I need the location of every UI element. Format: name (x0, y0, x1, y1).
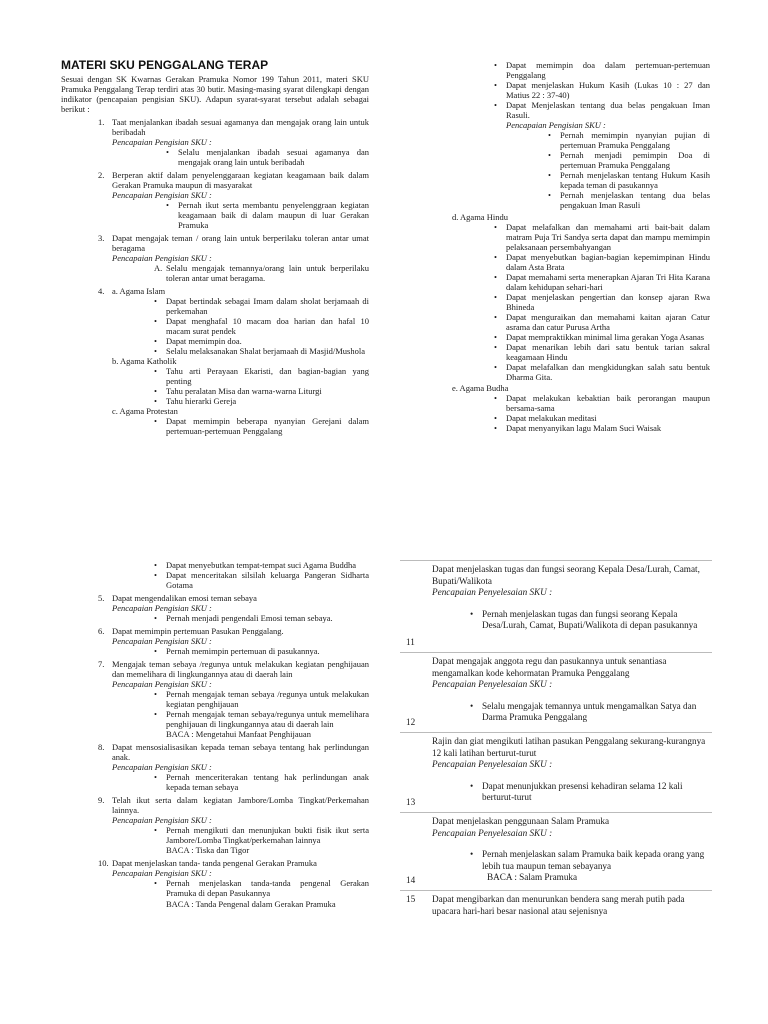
religion-heading: c. Agama Protestan (112, 406, 178, 417)
achievement-label: Pencapaian Pengisian SKU : (112, 137, 212, 148)
item-number: 10. (98, 858, 109, 869)
list-item (98, 626, 369, 636)
table-row (400, 812, 712, 890)
hindu-list (494, 222, 710, 382)
item-text: Berperan aktif dalam penyelenggaraan kegiatan keagamaan baik dalam Gerakan Pramuka maupun di masyarakat (112, 170, 369, 191)
list-item: • Pernah menjelaskan tanda-tanda pengenal Gerakan Pramuka di depan Pasukannya (154, 878, 369, 898)
achievement-label: Pencapaian Pengisian SKU : (112, 603, 212, 614)
protestan-continued-list (494, 60, 710, 120)
list-item: • Dapat menghafal 10 macam doa harian dan hafal 10 macam surat pendek (154, 316, 369, 336)
list-item (98, 593, 369, 603)
list-item: • Dapat memimpin beberapa nyanyian Gerejani dalam pertemuan-pertemuan Penggalang (154, 416, 369, 436)
list-item: • Dapat menjelaskan Hukum Kasih (Lukas 10 : 27 dan Matius 22 : 37-40) (494, 80, 710, 100)
list-item: • Pernah menjelaskan tentang Hukum Kasih kepada teman di pasukannya (548, 170, 710, 190)
achievement-label: Pencapaian Penyelesaian SKU : (432, 827, 553, 838)
list-item: • Pernah memimpin pertemuan di pasukannya. (154, 646, 369, 656)
list-item: • Dapat melakukan kebaktian baik perorangan maupun bersama-sama (494, 393, 710, 413)
list-item: • Dapat menjelaskan pengertian dan konsep ajaran Rwa Bhineda (494, 292, 710, 312)
list-item: • Pernah menceriterakan tentang hak perlindungan anak kepada teman sebaya (154, 772, 369, 792)
list-item: • Pernah menjadi pemimpin Doa di pertemuan Pramuka Penggalang (548, 150, 710, 170)
row-number: 15 (406, 894, 416, 904)
list-item (98, 659, 369, 679)
list-item: • Dapat melafalkan dan memahami arti bait-bait dalam matram Puja Tri Sandya serta dapat dan mampu memimpin pelaksanaan persembahyangan (494, 222, 710, 252)
right-column-1 (452, 60, 710, 433)
table-row (400, 732, 712, 812)
item-text: Taat menjalankan ibadah sesuai agamanya dan mengajak orang lain untuk beribadah (112, 117, 369, 138)
religion-heading: d. Agama Hindu (452, 212, 508, 223)
achievement-label: Pencapaian Pengisian SKU : (112, 636, 212, 647)
item-number: 9. (98, 795, 105, 806)
list-item: • Dapat memahami serta menerapkan Ajaran Tri Hita Karana dalam kehidupan sehari-hari (494, 272, 710, 292)
item-text: Dapat mensosialisasikan kepada teman sebaya tentang hak perlindungan anak. (112, 742, 369, 763)
list-item: • Pernah memimpin nyanyian pujian di pertemuan Pramuka Penggalang (548, 130, 710, 150)
left-column-2 (98, 560, 369, 909)
list-item (98, 858, 369, 868)
list-item: 1. Taat menjalankan ibadah sesuai agamanya dan mengajak orang lain untuk beribadah (98, 117, 369, 138)
list-item: • Dapat melafalkan dan mengkidungkan salah satu bentuk Dharma Gita. (494, 362, 710, 382)
achievement-label: Pencapaian Pengisian SKU : (112, 679, 212, 690)
sku-list-2 (98, 593, 369, 908)
list-item: • Pernah mengajak teman sebaya/regunya untuk memelihara penghijauan di lingkungannya atau di daerah lain (154, 709, 369, 729)
protestan-achievement-list (548, 130, 710, 210)
katolik-list (154, 366, 369, 406)
item-number: 8. (98, 742, 105, 753)
budha-continued-list (154, 560, 369, 590)
item-text: Dapat memimpin pertemuan Pasukan Penggalang. (112, 626, 284, 637)
religion-heading: e. Agama Budha (452, 382, 509, 393)
list-item: • Dapat menunjukkan presensi kehadiran selama 12 kali berturut-turut (470, 781, 712, 804)
achievement-label: Pencapaian Penyelesaian SKU : (432, 587, 553, 597)
islam-list (154, 296, 369, 356)
row-number: 11 (406, 636, 415, 647)
reading-reference: BACA : Tanda Pengenal dalam Gerakan Pramuka (166, 898, 336, 909)
list-item: • Pernah menjelaskan salam Pramuka baik kepada orang yang lebih tua maupun teman sebayanya (470, 849, 712, 872)
achievement-label: Pencapaian Pengisian SKU : (112, 762, 212, 773)
list-item: • Dapat melakukan meditasi (494, 413, 710, 423)
achievement-label: Pencapaian Pengisian SKU : (112, 868, 212, 879)
list-item: • Pernah menjadi pengendali Emosi teman sebaya. (154, 613, 369, 623)
list-item: • Pernah mengikuti dan menunjukan bukti fisik ikut serta Jambore/Lomba Tingkat/perkemahan lainnya (154, 825, 369, 845)
row-number: 13 (406, 796, 416, 807)
list-item: • Pernah ikut serta membantu penyelenggraan kegiatan keagamaan baik di dalam maupun di luar Gerakan Pramuka (166, 200, 369, 230)
list-item: • Dapat mempraktikkan minimal lima gerakan Yoga Asanas (494, 332, 710, 342)
list-item: • Dapat menyebutkan tempat-tempat suci Agama Buddha (154, 560, 369, 570)
item-number: 7. (98, 659, 105, 670)
item-text: Mengajak teman sebaya /regunya untuk melakukan kegiatan penghijauan dan memelihara di lingkungannya atau di daerah lain (112, 659, 369, 680)
list-item: 2. Berperan aktif dalam penyelenggaraan kegiatan keagamaan baik dalam Gerakan Pramuka maupun di masyarakat (98, 170, 369, 191)
list-item: • Dapat memimpin doa dalam pertemuan-pertemuan Penggalang (494, 60, 710, 80)
achievement-label: Pencapaian Pengisian SKU : (112, 190, 212, 201)
religion-heading: b. Agama Katholik (112, 356, 177, 367)
table-row (400, 652, 712, 732)
table-row (400, 890, 712, 930)
list-item: • Pernah menjelaskan tugas dan fungsi seorang Kepala Desa/Lurah, Camat, Bupati/Walikota di depan pasukannya (470, 609, 712, 632)
row-text: Rajin dan giat mengikuti latihan pasukan Penggalang sekurang-kurangnya 12 kali latihan berturut-turut (432, 736, 706, 758)
list-item: • Selalu menjalankan ibadah sesuai agamanya dan mengajak orang lain untuk beribadah (166, 147, 369, 167)
list-item: • Dapat menyebutkan bagian-bagian kepemimpinan Hindu dalam Asta Brata (494, 252, 710, 272)
achievement-label: Pencapaian Pengisian SKU : (112, 815, 212, 826)
table-row (400, 560, 712, 652)
achievement-label: Pencapaian Pengisian SKU : (506, 120, 606, 131)
reading-reference: BACA : Salam Pramuka (487, 872, 578, 882)
item-text: Dapat mengendalikan emosi teman sebaya (112, 593, 257, 604)
achievement-label: Pencapaian Pengisian SKU : (112, 253, 212, 264)
sku-table (400, 560, 712, 930)
row-text: Dapat menjelaskan penggunaan Salam Pramuka (432, 816, 610, 826)
list-item: • Dapat menguraikan dan memahami kaitan ajaran Catur asrama dan catur Purusa Artha (494, 312, 710, 332)
list-item: • Tahu hierarki Gereja (154, 396, 369, 406)
reading-reference: BACA : Mengetahui Manfaat Penghijauan (166, 729, 311, 740)
protestan-list (154, 416, 369, 436)
list-item: • Dapat menceritakan silsilah keluarga Pangeran Sidharta Gotama (154, 570, 369, 590)
row-number: 12 (406, 716, 416, 727)
item-text: Dapat menjelaskan tanda- tanda pengenal Gerakan Pramuka (112, 858, 317, 869)
reading-reference: BACA : Tiska dan Tigor (166, 845, 250, 856)
religion-heading: a. Agama Islam (112, 286, 166, 297)
list-item: • Selalu mengajak temannya untuk mengamalkan Satya dan Darma Pramuka Penggalang (470, 701, 712, 724)
list-item: • Pernah mengajak teman sebaya /regunya untuk melakukan kegiatan penghijauan (154, 689, 369, 709)
item-text: Dapat mengajak teman / orang lain untuk berperilaku toleran antar umat beragama (112, 233, 369, 254)
list-item: A. Selalu mengajak temannya/orang lain untuk berperilaku toleran antar umat beragama. (154, 263, 369, 284)
row-text: Dapat mengibarkan dan menurunkan bendera sang merah putih pada upacara hari-hari besar nasional atau sejenisnya (432, 894, 685, 916)
achievement-label: Pencapaian Penyelesaian SKU : (432, 759, 553, 769)
sku-list-1 (98, 117, 369, 436)
budha-list (494, 393, 710, 433)
row-number: 14 (406, 874, 416, 885)
list-item: • Tahu peralatan Misa dan warna-warna Liturgi (154, 386, 369, 396)
achievement-label: Pencapaian Penyelesaian SKU : (432, 679, 553, 689)
list-item: 4. a. Agama Islam (98, 286, 166, 297)
list-item: • Dapat bertindak sebagai Imam dalam sholat berjamaah di perkemahan (154, 296, 369, 316)
page-title: MATERI SKU PENGGALANG TERAP (61, 58, 269, 72)
list-item: • Dapat memimpin doa. (154, 336, 369, 346)
list-item (98, 795, 369, 815)
intro-paragraph: Sesuai dengan SK Kwarnas Gerakan Pramuka Nomor 199 Tahun 2011, materi SKU Pramuka Penggalang Terap terdiri atas 30 butir. Masing-masing syarat dilengkapi dengan indikator (pencapaian pengisian SKU). Adapun syarat-syarat tersebut adalah sebagai berikut : (61, 74, 369, 115)
list-item: • Dapat menarikan lebih dari satu bentuk tarian sakral keagamaan Hindu (494, 342, 710, 362)
list-item: • Selalu melaksanakan Shalat berjamaah di Masjid/Mushola (154, 346, 369, 356)
item-text: Telah ikut serta dalam kegiatan Jambore/Lomba Tingkat/Perkemahan lainnya. (112, 795, 369, 816)
row-text: Dapat menjelaskan tugas dan fungsi seorang Kepala Desa/Lurah, Camat, Bupati/Walikota (432, 564, 700, 586)
list-item: • Dapat menyanyikan lagu Malam Suci Waisak (494, 423, 710, 433)
list-item: • Tahu arti Perayaan Ekaristi, dan bagian-bagian yang penting (154, 366, 369, 386)
list-item: • Pernah menjelaskan tentang dua belas pengakuan Iman Rasuli (548, 190, 710, 210)
list-item: • Dapat Menjelaskan tentang dua belas pengakuan Iman Rasuli. (494, 100, 710, 120)
row-text: Dapat mengajak anggota regu dan pasukannya untuk senantiasa mengamalkan kode kehormatan Pramuka Penggalang (432, 656, 667, 678)
item-number: 5. (98, 593, 105, 604)
list-item (98, 742, 369, 762)
item-number: 6. (98, 626, 105, 637)
list-item: 3. Dapat mengajak teman / orang lain untuk berperilaku toleran antar umat beragama (98, 233, 369, 254)
